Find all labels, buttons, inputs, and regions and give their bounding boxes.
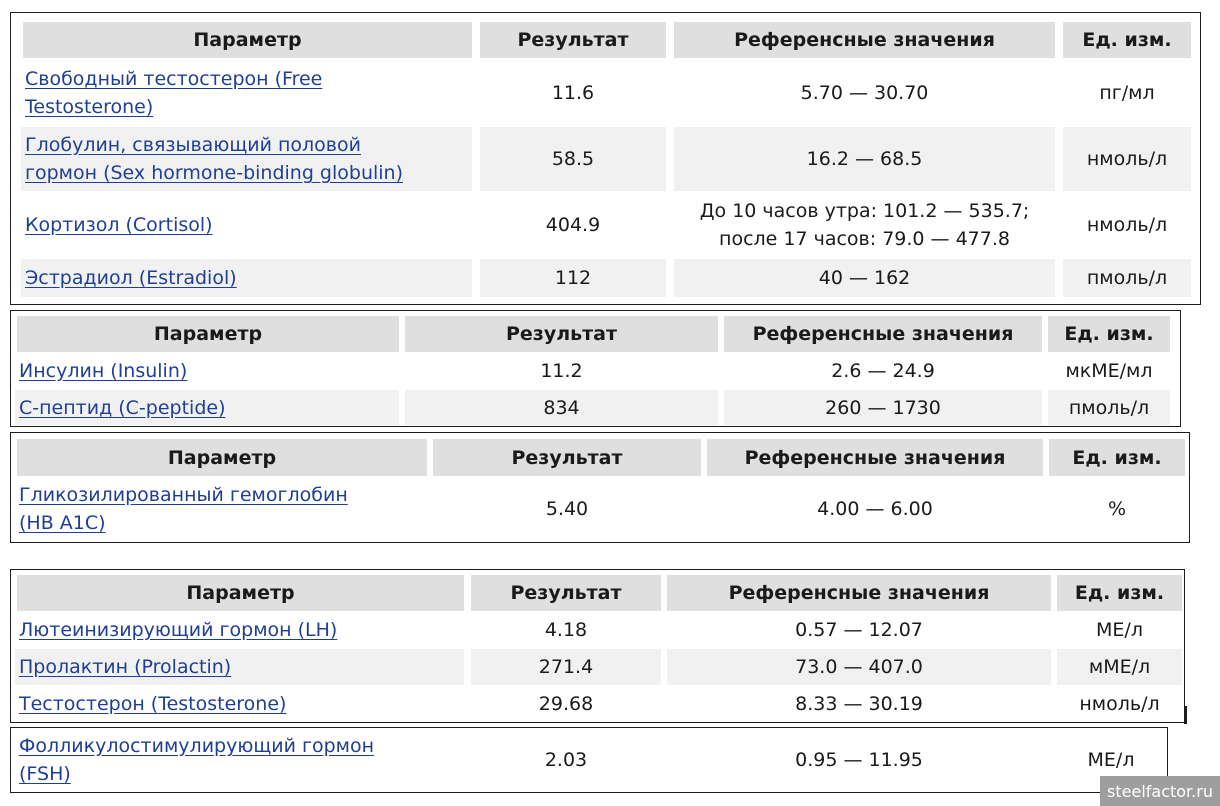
ref-range: 2.6 — 24.9 xyxy=(831,360,935,382)
param-name-cell xyxy=(21,193,472,257)
result-value: 4.18 xyxy=(544,619,588,641)
param-name-cell xyxy=(15,612,464,648)
param-name-cell xyxy=(21,127,472,191)
table-row xyxy=(11,60,1200,125)
param-link-free-testosterone[interactable]: Свободный тестостерон (Free Testosterone) xyxy=(25,67,323,118)
result-value: 112 xyxy=(480,259,666,297)
ref-range-line-2: после 17 часов: 79.0 — 477.8 xyxy=(719,228,1010,250)
unit-value: % xyxy=(1107,498,1127,520)
unit-value: пмоль/л xyxy=(1063,259,1191,297)
hormone-table-4 xyxy=(10,569,1185,723)
param-link-fsh[interactable]: Фолликулостимулирующий гормон (FSH) xyxy=(19,735,375,785)
unit-value: мкМЕ/мл xyxy=(1065,360,1153,382)
ref-range xyxy=(674,193,1055,257)
param-name-cell xyxy=(15,353,399,389)
hormone-table-1 xyxy=(10,12,1201,305)
header-unit: Ед. изм. xyxy=(1049,439,1185,476)
unit-value: МЕ/л xyxy=(1087,749,1135,771)
table-row xyxy=(11,353,1180,389)
param-name-cell xyxy=(15,390,399,425)
table-header-row xyxy=(11,316,1180,352)
result-value: 29.68 xyxy=(538,693,594,715)
header-param: Параметр xyxy=(17,316,399,352)
ref-range: 16.2 — 68.5 xyxy=(674,127,1055,191)
header-unit: Ед. изм. xyxy=(1048,316,1170,352)
param-link-cortisol[interactable]: Кортизол (Cortisol) xyxy=(25,214,213,236)
ref-range: 0.57 — 12.07 xyxy=(795,619,923,641)
header-param: Параметр xyxy=(17,439,427,476)
result-value: 58.5 xyxy=(480,127,666,191)
unit-value: нмоль/л xyxy=(1086,214,1168,236)
ref-range: 73.0 — 407.0 xyxy=(667,649,1051,685)
table-row xyxy=(11,612,1184,648)
header-param: Параметр xyxy=(23,22,472,58)
result-value: 404.9 xyxy=(545,214,601,236)
ref-range: 40 — 162 xyxy=(674,259,1055,297)
result-value: 2.03 xyxy=(544,749,588,771)
hormone-table-3 xyxy=(10,432,1190,543)
param-link-estradiol[interactable]: Эстрадиол (Estradiol) xyxy=(25,267,237,289)
unit-value: нмоль/л xyxy=(1079,693,1160,715)
param-link-c-peptide[interactable]: С-пептид (C-peptide) xyxy=(19,396,226,419)
ref-range: 8.33 — 30.19 xyxy=(795,693,923,715)
header-result: Результат xyxy=(471,575,661,611)
border-tick xyxy=(1184,706,1187,724)
result-value: 834 xyxy=(405,390,718,425)
header-unit: Ед. изм. xyxy=(1063,22,1191,58)
header-result: Результат xyxy=(405,316,718,352)
param-link-shbg[interactable]: Глобулин, связывающий половой гормон (Sex hormone-binding globulin) xyxy=(25,134,404,184)
header-ref: Референсные значения xyxy=(724,316,1042,352)
param-name-cell xyxy=(21,259,472,297)
ref-range: 260 — 1730 xyxy=(724,390,1042,425)
table-row xyxy=(11,193,1200,257)
header-ref: Референсные значения xyxy=(674,22,1055,58)
unit-value: МЕ/л xyxy=(1096,619,1143,641)
table-row xyxy=(11,649,1184,685)
header-param: Параметр xyxy=(17,575,464,611)
param-name-cell xyxy=(15,477,427,541)
table-header-row xyxy=(11,575,1184,611)
unit-value: мМЕ/л xyxy=(1057,649,1182,685)
param-name-cell xyxy=(15,686,464,722)
param-link-prolactin[interactable]: Пролактин (Prolactin) xyxy=(19,656,232,678)
unit-value: нмоль/л xyxy=(1063,127,1191,191)
unit-value: пмоль/л xyxy=(1048,390,1170,425)
header-result: Результат xyxy=(480,22,666,58)
header-result: Результат xyxy=(433,439,701,476)
hormone-table-2 xyxy=(10,310,1181,427)
table-row xyxy=(11,686,1184,722)
table-row xyxy=(11,730,1167,790)
header-ref: Референсные значения xyxy=(667,575,1051,611)
table-row xyxy=(11,477,1189,541)
param-name-cell xyxy=(15,730,464,790)
param-link-insulin[interactable]: Инсулин (Insulin) xyxy=(19,360,188,382)
param-name-cell xyxy=(15,649,464,685)
param-link-hba1c[interactable]: Гликозилированный гемоглобин (HB A1C) xyxy=(19,484,348,534)
ref-range: 0.95 — 11.95 xyxy=(795,749,923,771)
site-watermark: steelfactor.ru xyxy=(1100,776,1220,806)
result-value: 11.6 xyxy=(551,81,595,104)
ref-range: 5.70 — 30.70 xyxy=(800,81,929,104)
result-value: 271.4 xyxy=(471,649,661,685)
result-value: 5.40 xyxy=(545,498,589,520)
param-name-cell xyxy=(21,60,472,125)
unit-value: пг/мл xyxy=(1099,81,1155,104)
param-link-lh[interactable]: Лютеинизирующий гормон (LH) xyxy=(19,619,338,641)
param-link-testosterone[interactable]: Тестостерон (Testosterone) xyxy=(19,693,287,715)
table-row xyxy=(11,127,1200,191)
table-header-row xyxy=(11,439,1189,476)
table-header-row xyxy=(11,22,1200,58)
table-row xyxy=(11,390,1180,425)
header-ref: Референсные значения xyxy=(707,439,1043,476)
ref-range: 4.00 — 6.00 xyxy=(817,498,933,520)
header-unit: Ед. изм. xyxy=(1057,575,1182,611)
hormone-table-5 xyxy=(10,727,1168,793)
table-row xyxy=(11,259,1200,297)
ref-range-line-1: До 10 часов утра: 101.2 — 535.7; xyxy=(699,200,1030,222)
result-value: 11.2 xyxy=(540,360,583,382)
